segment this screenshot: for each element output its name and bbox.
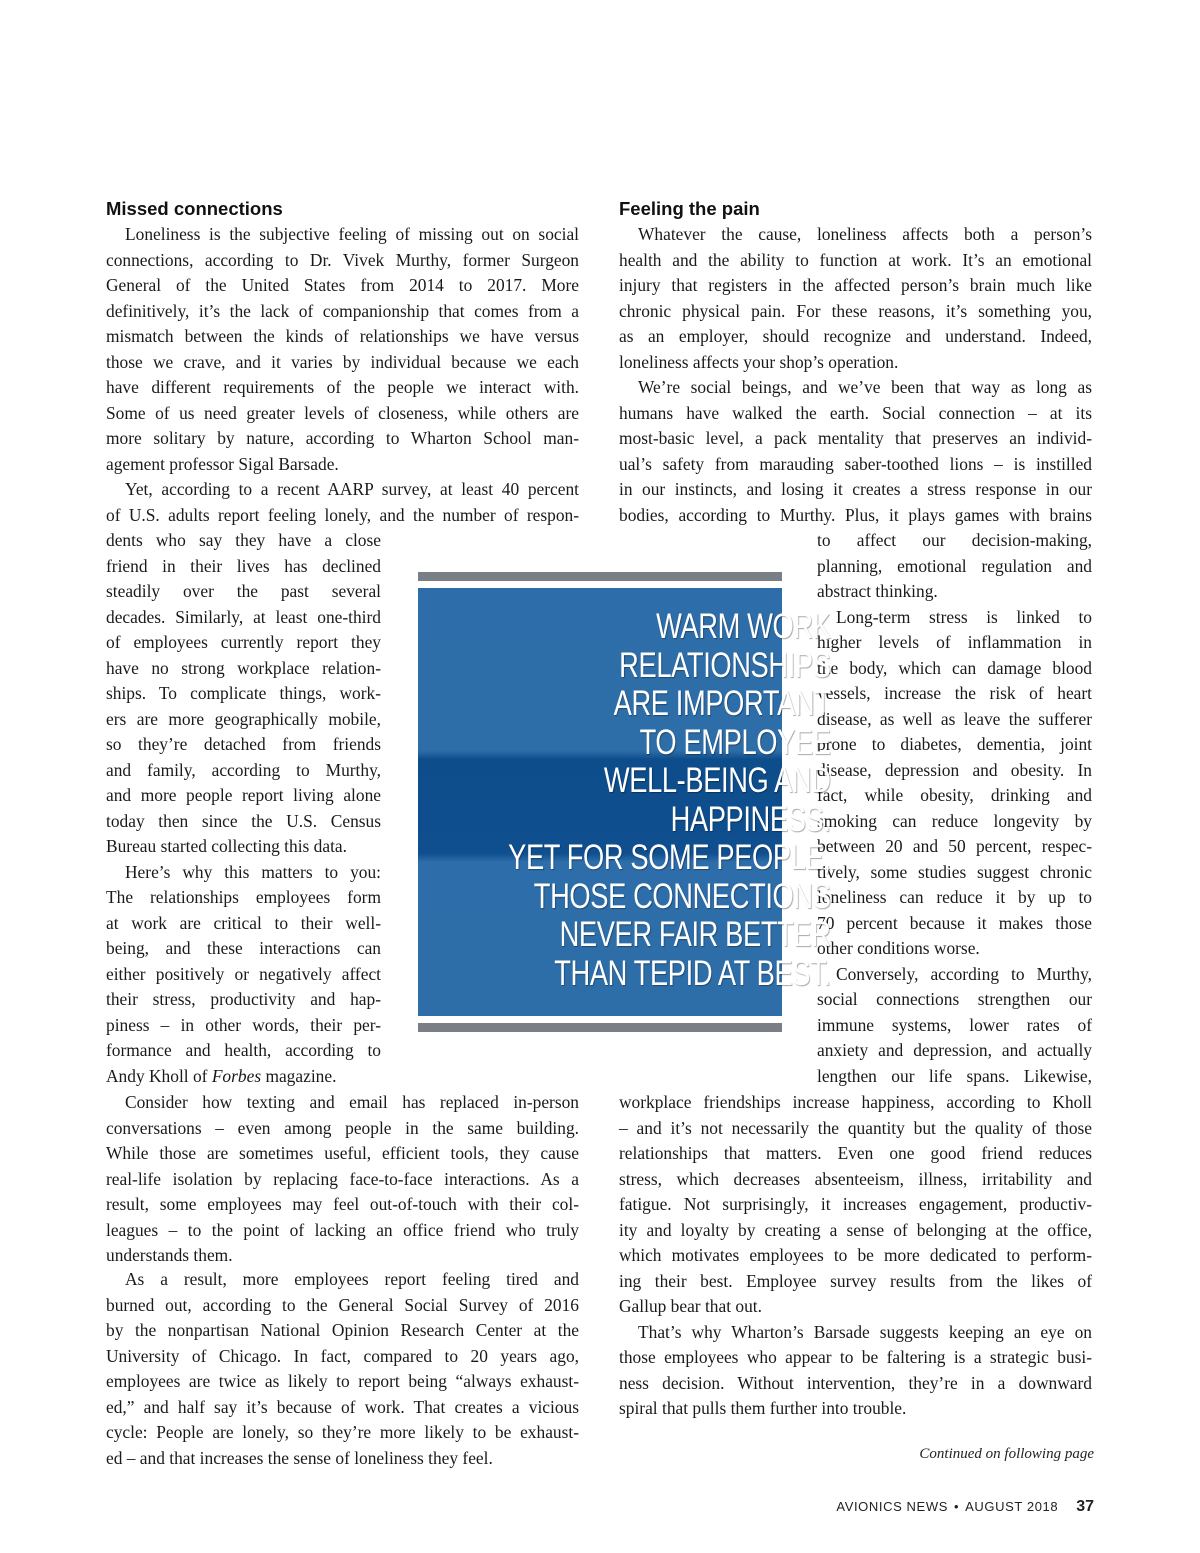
right-text-line [619,273,1092,299]
issue-date: AUGUST 2018 [965,1499,1059,1514]
right-text-line [817,1038,1092,1064]
right-text-line [619,452,1092,478]
right-line-text: – and it’s not necessarily the quantity but the quality of those [619,1117,1092,1138]
right-line-text: loneliness affects your shop’s operation. [619,351,899,372]
pull-quote-line: HAPPINESS. [670,799,831,839]
right-line-text: disease, depression and obesity. In [817,759,1092,780]
right-text-line [817,758,1092,784]
right-text-line [619,426,1092,452]
right-text-line [619,1294,1092,1320]
pull-quote-line: THAN TEPID AT BEST. [554,953,831,993]
right-text-line [817,707,1092,733]
right-line-text: those employees who appear to be faltering is a strategic busi- [619,1347,1092,1367]
left-line-text: connections, according to Dr. Vivek Murthy, former Surgeon [106,249,579,270]
right-text-line [619,324,1092,350]
left-line-text: While those are sometimes useful, efficient tools, they cause [106,1143,579,1163]
pull-quote-line: RELATIONSHIPS [619,645,831,685]
left-text-line [106,528,381,554]
right-text-line [817,732,1092,758]
left-line-text: friend in their lives has declined [106,555,381,576]
left-text-line [106,1420,579,1446]
left-line-text: piness – in other words, their per- [106,1014,381,1035]
left-line-text: dents who say they have a close [106,530,381,550]
left-text-line [106,1293,579,1319]
left-line-text: at work are critical to their well- [106,912,381,933]
left-line-text: more solitary by nature, according to Wharton School man- [106,428,579,448]
pull-quote-line: ARE IMPORTANT [613,684,831,723]
left-text-line [106,758,381,784]
left-text-line [106,1395,579,1421]
left-text-line [106,503,579,529]
right-text-line [836,962,1092,988]
pull-quote-top-rule [418,572,782,581]
pull-quote-line: THOSE CONNECTIONS [533,876,831,916]
right-line-text: planning, emotional regulation and [817,555,1092,576]
left-text-line [106,630,381,656]
left-line-text: today then since the U.S. Census [106,810,381,831]
right-line-text: disease, as well as leave the sufferer [817,708,1092,729]
left-text-line [125,1267,579,1293]
pull-quote-line: WARM WORK [656,607,831,646]
left-text-line [125,1090,579,1116]
left-line-text: Some of us need greater levels of closeness, while others are [106,402,579,423]
left-line-text: being, and these interactions can [106,938,381,958]
right-line-text: 70 percent because it makes those [817,912,1092,933]
right-line-text: health and the ability to function at work. It’s an emotional [619,249,1092,270]
right-text-line [817,579,1092,605]
right-text-line [817,885,1092,911]
left-line-text: have different requirements of the people we interact with. [106,377,579,397]
left-line-text: University of Chicago. In fact, compared to 20 years ago, [106,1345,579,1366]
left-text-line [106,1218,579,1244]
right-line-text: fact, while obesity, drinking and [817,785,1092,805]
right-line-text: relationships that matters. Even one good friend reduces [619,1143,1092,1163]
right-text-line [817,656,1092,682]
pull-quote-box [418,588,831,1016]
right-line-text: humans have walked the earth. Social connection – at its [619,402,1092,423]
forbes-tail: magazine. [261,1065,337,1086]
left-line-text: Consider how texting and email has replaced in-person [125,1092,579,1112]
right-text-line [638,1320,1092,1346]
left-text-line [106,248,579,274]
left-line-text: As a result, more employees report feeling tired and [125,1269,579,1289]
left-text-line [106,1344,579,1370]
right-line-text: abstract thinking. [817,581,938,601]
right-line-text: bodies, according to Murthy. Plus, it plays games with brains [619,504,1092,525]
left-line-text: either positively or negatively affect [106,963,381,984]
footer-separator: • [953,1499,960,1514]
right-text-line [638,375,1092,401]
left-text-line [106,911,381,937]
left-text-line [106,1064,381,1090]
left-text-line [106,1038,381,1064]
left-line-text: General of the United States from 2014 to 2017. More [106,275,579,295]
left-line-text: employees are twice as likely to report being “always exhaust- [106,1371,579,1391]
right-text-line [817,911,1092,937]
left-text-line [106,375,579,401]
left-text-line [106,1192,579,1218]
right-text-line [619,1243,1092,1269]
left-text-line [106,936,381,962]
left-line-text: by the nonpartisan National Opinion Research Center at the [106,1320,579,1340]
right-text-line [817,554,1092,580]
right-text-line [619,1192,1092,1218]
right-line-text: Long-term stress is linked to [836,606,1092,627]
left-line-text: Yet, according to a recent AARP survey, at least 40 percent [125,479,579,499]
pull-quote-line: NEVER FAIR BETTER [559,915,831,954]
left-line-text: those we crave, and it varies by individual because we each [106,351,579,372]
left-text-line [106,324,579,350]
right-line-text: which motivates employees to be more dedicated to perform- [619,1245,1092,1265]
right-text-line [619,1269,1092,1295]
right-line-text: Conversely, according to Murthy, [836,963,1092,984]
right-line-text: loneliness can reduce it by up to [817,887,1092,907]
left-text-line [106,1141,579,1167]
right-text-line [817,1064,1092,1090]
left-text-line [106,1243,579,1269]
right-line-text: Whatever the cause, loneliness affects both a person’s [638,224,1092,244]
left-text-line [125,860,381,886]
right-text-line [619,401,1092,427]
right-text-line [836,605,1092,631]
page-number: 37 [1076,1498,1094,1515]
left-text-line [106,273,579,299]
right-line-text: fatigue. Not surprisingly, it increases engagement, productiv- [619,1194,1092,1214]
pull-quote-line: WELL-BEING AND [603,761,831,800]
right-text-line [619,248,1092,274]
left-text-line [106,426,579,452]
right-line-text: immune systems, lower rates of [817,1014,1092,1035]
left-text-line [106,1369,579,1395]
left-text-line [106,962,381,988]
right-line-text: Gallup bear that out. [619,1296,762,1316]
right-text-line [638,222,1092,248]
left-line-text: ed,” and half say it’s because of work. That creates a vicious [106,1396,579,1417]
left-line-text: and family, according to Murthy, [106,759,381,780]
right-text-line [619,503,1092,529]
continued-note: Continued on following page [919,1446,1094,1462]
pull-quote-line: TO EMPLOYEE [639,722,831,762]
left-line-text: Here’s why this matters to you: [125,861,381,882]
right-text-line [817,528,1092,554]
left-line-text: burned out, according to the General Social Survey of 2016 [106,1294,579,1315]
left-line-text: leagues – to the point of lacking an office friend who truly [106,1219,579,1240]
left-line-text: so they’re detached from friends [106,734,381,754]
right-text-line [817,860,1092,886]
right-text-line [619,299,1092,325]
left-text-line [106,605,381,631]
right-line-text: spiral that pulls them further into trouble. [619,1398,907,1418]
right-text-line [619,1218,1092,1244]
left-line-text: definitively, it’s the lack of companionship that comes from a [106,300,579,321]
right-text-line [619,1167,1092,1193]
left-line-text: of U.S. adults report feeling lonely, and the number of respon- [106,504,579,525]
right-text-line [817,936,1092,962]
pull-quote-text [501,607,831,993]
left-text-line [106,401,579,427]
left-line-text: conversations – even among people in the same building. [106,1117,579,1138]
right-line-text: between 20 and 50 percent, respec- [817,836,1092,856]
left-text-line [106,681,381,707]
page-footer [836,1498,1094,1516]
right-line-text: to affect our decision-making, [817,530,1092,550]
right-text-line [619,1371,1092,1397]
right-line-text: ing their best. Employee survey results from the likes of [619,1270,1092,1291]
right-line-text: the body, which can damage blood [817,657,1092,678]
left-line-text: ers are more geographically mobile, [106,708,381,729]
left-line-text: decades. Similarly, at least one-third [106,606,381,627]
right-line-text: higher levels of inflammation in [817,632,1092,652]
left-text-line [106,452,579,478]
right-line-text: workplace friendships increase happiness, according to Kholl [619,1092,1092,1112]
right-text-line [817,630,1092,656]
right-text-line [817,681,1092,707]
right-text-line [619,1396,1092,1422]
left-text-line [106,579,381,605]
right-text-line [817,834,1092,860]
pull-quote-line: YET FOR SOME PEOPLE, [508,838,831,877]
left-line-text: ships. To complicate things, work- [106,683,381,703]
left-line-text: Andy Kholl of [106,1065,208,1086]
right-line-text: ness decision. Without intervention, they’re in a downward [619,1372,1092,1393]
left-text-line [106,1167,579,1193]
left-text-line [106,554,381,580]
left-text-line [106,809,381,835]
left-line-text: and more people report living alone [106,785,381,805]
left-text-line [106,299,579,325]
right-text-line [817,783,1092,809]
right-line-text: vessels, increase the risk of heart [817,683,1092,703]
left-line-text: cycle: People are lonely, so they’re more likely to be exhaust- [106,1422,579,1442]
right-line-text: chronic physical pain. For these reasons, it’s something you, [619,300,1092,321]
right-text-line [619,350,1092,376]
pull-quote [418,572,831,1032]
right-text-line [817,987,1092,1013]
left-line-text: of employees currently report they [106,632,381,652]
left-line-text: real-life isolation by replacing face-to-face interactions. As a [106,1168,579,1189]
right-text-line [619,1090,1092,1116]
left-text-line [125,222,579,248]
right-line-text: anxiety and depression, and actually [817,1040,1092,1060]
left-text-line [106,834,381,860]
right-text-line [817,1013,1092,1039]
right-line-text: prone to diabetes, dementia, joint [817,734,1092,754]
right-text-line [619,1345,1092,1371]
right-line-text: most-basic level, a pack mentality that preserves an individ- [619,428,1092,448]
left-line-text: mismatch between the kinds of relationships we have versus [106,326,579,346]
right-line-text: as an employer, should recognize and understand. Indeed, [619,326,1092,346]
left-text-line [125,477,579,503]
right-line-text: That’s why Wharton’s Barsade suggests keeping an eye on [638,1321,1092,1342]
right-line-text: ity and loyalty by creating a sense of belonging at the office, [619,1219,1092,1240]
right-line-text: tively, some studies suggest chronic [817,861,1092,882]
left-text-line [106,987,381,1013]
publication-name: AVIONICS NEWS [836,1499,948,1514]
left-text-line [106,707,381,733]
left-text-line [106,1446,579,1472]
right-line-text: in our instincts, and losing it creates a stress response in our [619,479,1092,499]
left-text-line [106,885,381,911]
right-line-text: stress, which decreases absenteeism, illness, irritability and [619,1168,1092,1189]
left-line-text: Bureau started collecting this data. [106,836,347,856]
right-text-line [817,809,1092,835]
right-text-line [619,1116,1092,1142]
left-line-text: steadily over the past several [106,581,381,601]
left-line-text: their stress, productivity and hap- [106,989,381,1009]
left-text-line [106,350,579,376]
left-section-heading: Missed connections [106,198,283,219]
forbes-title: Forbes [211,1065,262,1086]
left-line-text: have no strong workplace relation- [106,657,381,678]
left-text-line [106,656,381,682]
right-line-text: ual’s safety from marauding saber-toothed lions – is instilled [619,453,1092,474]
right-line-text: social connections strengthen our [817,989,1092,1009]
right-line-text: other conditions worse. [817,938,980,958]
right-line-text: We’re social beings, and we’ve been that way as long as [638,377,1092,397]
left-text-line [106,1318,579,1344]
left-line-text: understands them. [106,1245,233,1265]
left-text-line [106,732,381,758]
left-line-text: result, some employees may feel out-of-touch with their col- [106,1194,579,1214]
right-line-text: smoking can reduce longevity by [817,810,1092,831]
left-line-text: ed – and that increases the sense of loneliness they feel. [106,1447,493,1468]
left-line-text: The relationships employees form [106,887,381,907]
left-text-line [106,1013,381,1039]
right-line-text: injury that registers in the affected person’s brain much like [619,275,1092,295]
left-line-text: agement professor Sigal Barsade. [106,453,339,474]
pull-quote-bottom-rule [418,1023,782,1032]
right-line-text: lengthen our life spans. Likewise, [817,1065,1092,1086]
right-text-line [619,477,1092,503]
left-line-text: formance and health, according to [106,1040,381,1060]
right-text-line [619,1141,1092,1167]
right-section-heading: Feeling the pain [619,198,760,219]
left-line-text: Loneliness is the subjective feeling of missing out on social [125,224,579,244]
left-text-line [106,1116,579,1142]
left-text-line [106,783,381,809]
